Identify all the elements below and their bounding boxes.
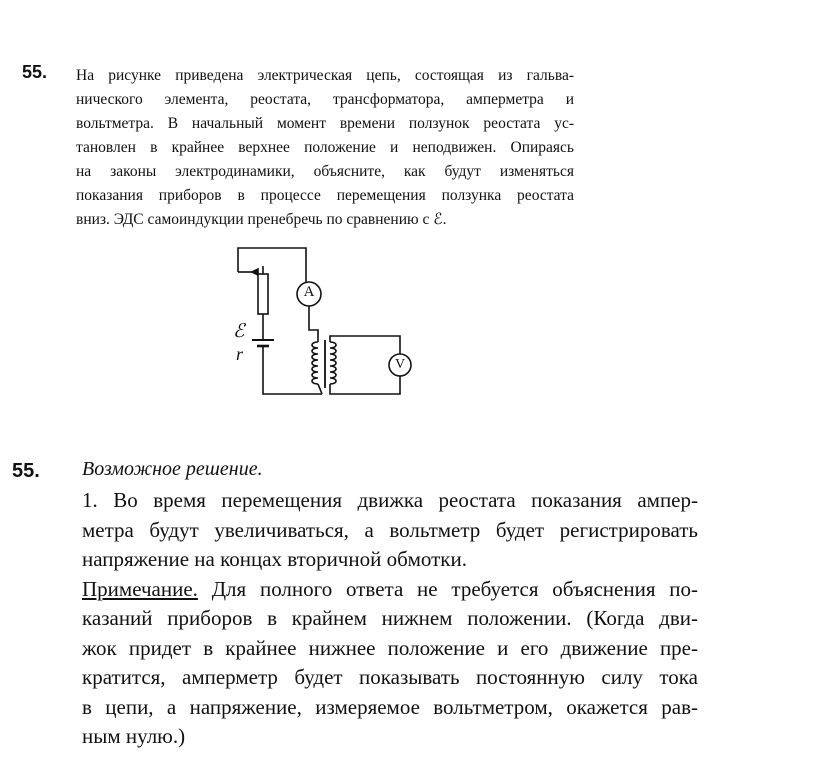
answer-line: метра будут увеличиваться, а вольтметр будет регистрировать [82, 517, 698, 542]
answer-title: Возможное решение. [82, 458, 263, 480]
wire-primary-bottom [318, 384, 322, 394]
wire-secondary-top [330, 336, 400, 354]
primary-coil [312, 342, 318, 384]
note-label: Примечание. [82, 576, 198, 601]
voltmeter-label: V [394, 357, 406, 372]
note-line: жок придет в крайнее нижнее положение и его движение пре- [82, 635, 698, 660]
question-text [76, 64, 574, 232]
question-line: вольтметра. В начальный момент времени ползунок реостата ус- [76, 115, 574, 132]
slider-arrow [252, 269, 258, 275]
answer-body [82, 486, 698, 752]
question-number: 55. [22, 62, 48, 82]
wire-secondary-bottom [330, 376, 400, 394]
note-line: ным нулю.) [82, 724, 186, 748]
note-first-text: Для полного ответа не требуется объяснения по- [197, 576, 698, 601]
question-line: нического элемента, реостата, трансформатора, амперметра и [76, 91, 574, 108]
circuit-diagram [222, 244, 422, 404]
question-line: вниз. ЭДС самоиндукции пренебречь по сравнению с ℰ. [76, 211, 447, 228]
answer-line: 1. Во время перемещения движка реостата показания ампер- [82, 488, 698, 512]
note-line: кратится, амперметр будет показывать постоянную силу тока [82, 665, 698, 689]
wire-ammeter-down [309, 306, 318, 342]
rheostat [258, 274, 268, 314]
resistance-label: r [236, 344, 244, 364]
secondary-coil [330, 342, 336, 384]
wire-top [238, 248, 306, 274]
question-line: показания приборов в процессе перемещения ползунка реостата [76, 187, 574, 204]
note-line: в цепи, а напряжение, измеряемое вольтметром, окажется рав- [82, 694, 698, 719]
note-line: казаний приборов в крайнем нижнем положении. (Когда дви- [82, 606, 698, 630]
question-line: На рисунке приведена электрическая цепь, состоящая из гальва- [76, 67, 574, 84]
ammeter-label: A [303, 284, 315, 300]
question-line: тановлен в крайнее верхнее положение и неподвижен. Опираясь [76, 139, 574, 156]
question-line: на законы электродинамики, объясните, как будут изменяться [76, 163, 574, 180]
answer-number: 55. [12, 460, 40, 482]
answer-line: напряжение на концах вторичной обмотки. [82, 547, 467, 571]
emf-label: ℰ [233, 321, 245, 342]
note-line [82, 575, 698, 605]
